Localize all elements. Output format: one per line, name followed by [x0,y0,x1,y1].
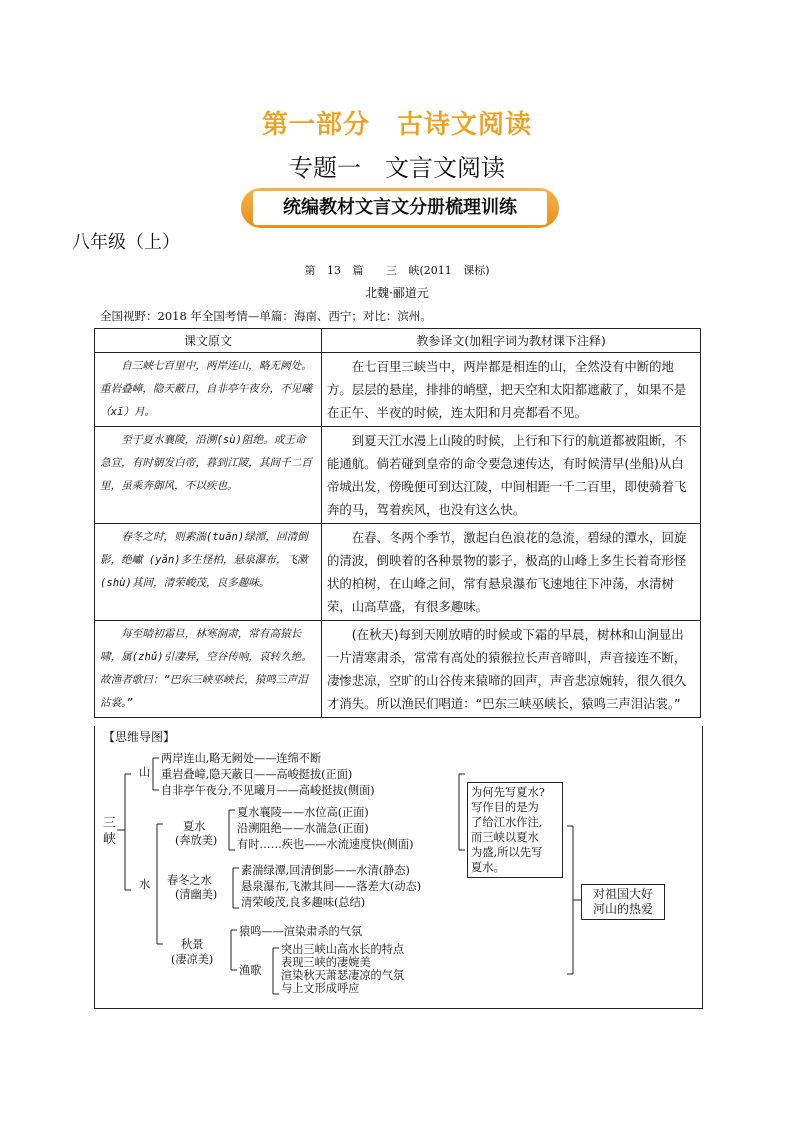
header-translation: 教参译文(加粗字词为教材课下注释) [322,329,701,353]
spring-label: 春冬之水 [167,874,212,887]
original-text: 春冬之时，则素湍(tuān)绿潭，回清倒影，绝巘 (yǎn)多生怪柏，悬泉瀑布，飞漱(shù)其间，清荣峻茂，良多趣味。 [95,524,322,621]
ape-line: 猿鸣——渲染肃杀的气氛 [239,925,363,938]
summer-label: 夏水 [183,820,206,833]
header-original: 课文原文 [95,329,322,353]
summer-line: 沿溯阻绝——水湍急(正面) [237,822,369,835]
topic-title: 专题一 文言文阅读 [289,154,505,182]
mind-map-title: 【思维导图】 [103,730,176,744]
song-line: 突出三峡山高水长的特点 [281,943,405,956]
spring-sub: (清幽美) [175,888,218,901]
banner-text: 统编教材文言文分册梳理训练 [253,191,547,225]
mountain-line: 两岸连山,略无阙处——连绵不断 [161,752,322,765]
summer-sub: (奔放美) [175,834,218,847]
original-text: 至于夏水襄陵，沿溯(sù)阻绝。或王命急宣，有时朝发白帝，暮到江陵，其间千二百里，虽乘奔御风，不以疾也。 [95,427,322,524]
lesson-author: 北魏·郦道元 [365,286,429,300]
section-banner [241,188,559,228]
spring-line: 素湍绿潭,回清倒影——水清(静态) [241,864,410,877]
exam-vision: 全国视野：2018 年全国考情—单篇：海南、西宁；对比：滨州。 [100,309,432,323]
table-row [95,621,701,718]
summer-line: 有时……疾也——水流速度快(侧面) [237,838,414,851]
original-text: 每至晴初霜旦，林寒涧肃，常有高猿长啸，属(zhǔ)引凄异，空谷传响，哀转久绝。故渔者歌曰：“巴东三峡巫峡长，猿鸣三声泪沾裳。” [95,621,322,718]
song-line: 表现三峡的凄婉美 [281,956,371,969]
part-title: 第一部分 古诗文阅读 [261,110,532,140]
autumn-label: 秋景 [181,938,204,951]
spring-line: 清荣峻茂,良多趣味(总结) [241,896,366,909]
question-box: 为何先写夏水? 写作目的是为 了给江水作注, 而三峡以夏水 为盛,所以先写 夏水。 [467,782,563,878]
summer-line: 夏水襄陵——水位高(正面) [237,806,369,819]
autumn-sub: (凄凉美) [171,953,214,966]
table-row [95,524,701,621]
root-label: 三峡 [103,816,117,847]
song-line: 与上文形成呼应 [281,982,360,995]
table-row [95,427,701,524]
table-row [95,353,701,427]
mind-map [94,726,703,1009]
mountain-label: 山 [139,766,151,779]
lesson-title: 第 13 篇 三 峡(2011 课标) [304,264,490,277]
song-label: 渔歌 [239,964,262,977]
translation-text: 在七百里三峡当中，两岸都是相连的山，全然没有中断的地方。层层的悬崖，排排的峭壁，把天空和太阳都遮蔽了，如果不是在正午、半夜的时候，连太阳和月亮都看不见。 [322,353,701,427]
translation-text: 在春、冬两个季节，激起白色浪花的急流，碧绿的潭水，回旋的清波，倒映着的各种景物的影子，极高的山峰上多生长着奇形怪状的柏树，在山峰之间，常有悬泉瀑布飞速地往下冲荡，水清树荣，山高草盛，有很多趣味。 [322,524,701,621]
song-line: 渲染秋天萧瑟凄凉的气氛 [281,969,405,982]
mountain-line: 自非亭午夜分,不见曦月——高峻挺拔(侧面) [161,784,375,797]
water-label: 水 [139,878,151,891]
text-translation-table [94,328,701,718]
grade-heading: 八年级（上） [72,232,180,253]
translation-text: (在秋天)每到天刚放晴的时候或下霜的早晨，树林和山涧显出一片清寒肃杀，常常有高处的猿猴拉长声音啼叫，声音接连不断，凄惨悲凉，空旷的山谷传来猿啼的回声，声音悲凉婉转，很久很久才消失。所以渔民们唱道：“巴东三峡巫峡长，猿鸣三声泪沾裳。” [322,621,701,718]
translation-text: 到夏天江水漫上山陵的时候，上行和下行的航道都被阻断，不能通航。倘若碰到皇帝的命令要急速传达，有时候清早(坐船)从白帝城出发，傍晚便可到达江陵，中间相距一千二百里，即使骑着飞奔的马，驾着疾风，也没有这么快。 [322,427,701,524]
spring-line: 悬泉瀑布,飞漱其间——落差大(动态) [241,880,422,893]
mountain-line: 重岩叠嶂,隐天蔽日——高峻挺拔(正面) [161,768,353,781]
original-text: 自三峡七百里中，两岸连山，略无阙处。重岩叠嶂，隐天蔽日，自非亭午夜分，不见曦（xī）月。 [95,353,322,427]
theme-box: 对祖国大好 河山的热爱 [581,884,665,920]
